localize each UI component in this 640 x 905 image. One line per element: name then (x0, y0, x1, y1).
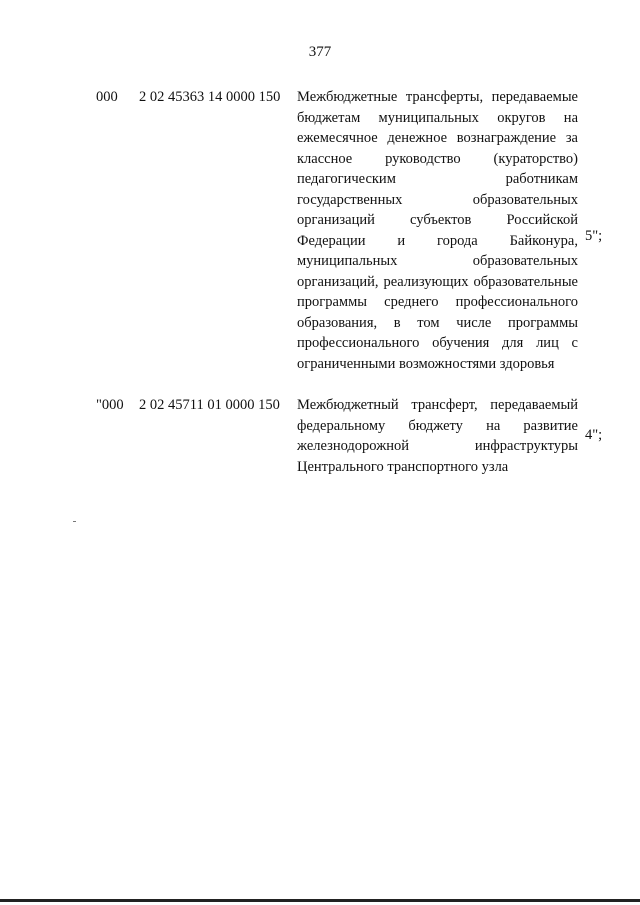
amount-value: 4"; (585, 427, 603, 443)
admin-code: "000 (96, 397, 124, 413)
revenue-description: Межбюджетный трансферт, передаваемый федеральному бюджету на развитие железнодорожной инфраструктуры Центрального транспортного узла (297, 397, 578, 475)
bottom-rule (0, 899, 640, 902)
admin-code: 000 (96, 89, 118, 105)
budget-classification-code: 2 02 45363 14 0000 150 (139, 89, 281, 105)
page-number: 377 (308, 44, 332, 60)
budget-classification-code: 2 02 45711 01 0000 150 (139, 397, 280, 413)
revenue-description: Межбюджетные трансферты, передаваемые бюджетам муниципальных округов на ежемесячное денежное вознаграждение за классное руководство (кураторство) педагогическим работникам государственных образовательных организаций субъектов Российской Федерации и города Байконура, муниципальных образовательных организаций, реализующих образовательные программы среднего профессионального образования, в том числе программы профессионального обучения для лиц с ограниченными возможностями здоровья (297, 89, 578, 372)
margin-mark (73, 521, 76, 522)
amount-value: 5"; (585, 228, 603, 244)
